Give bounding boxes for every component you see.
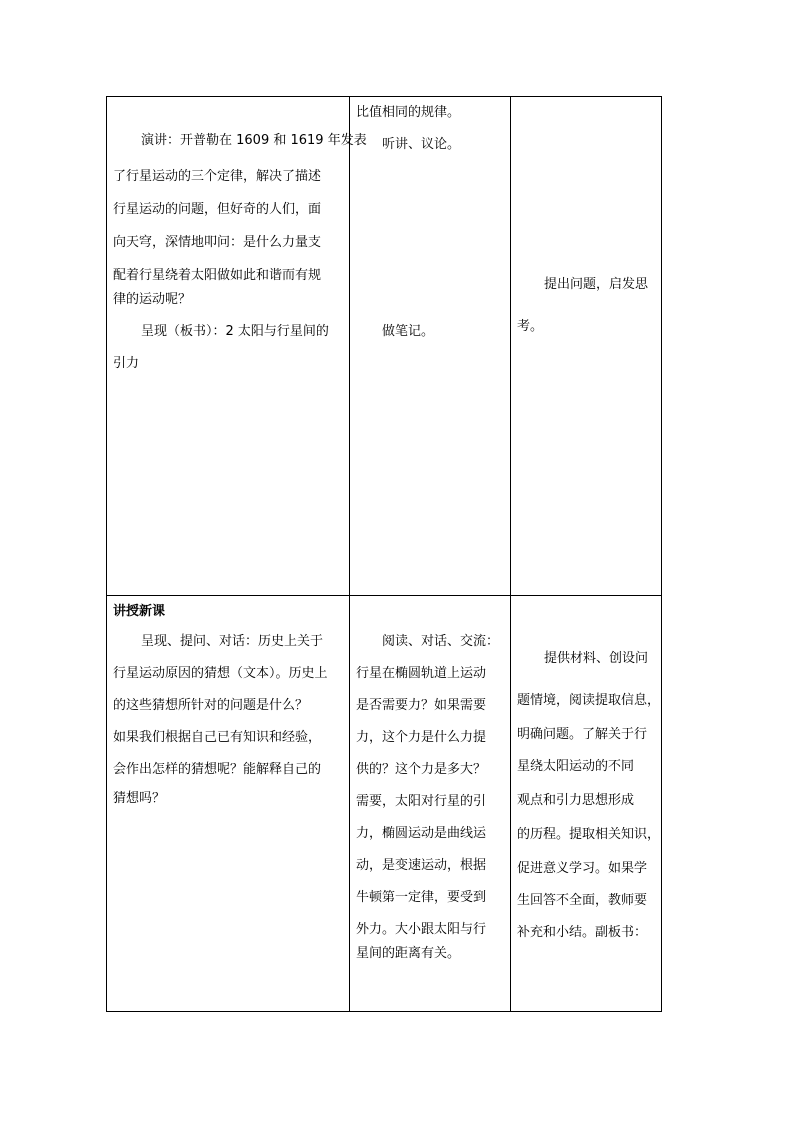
text-line: 提供材料、创设问 — [544, 651, 649, 666]
section-heading: 讲授新课 — [113, 604, 166, 619]
text-line: 比值相同的规律。 — [356, 105, 461, 120]
text-line: 听讲、议论。 — [382, 137, 461, 152]
row1-intent-cell — [511, 97, 662, 595]
row2-intent-cell — [511, 596, 662, 1011]
text-line: 行星在椭圆轨道上运动 — [356, 666, 487, 681]
text-line: 促进意义学习。如果学 — [517, 861, 648, 876]
text-line: 动，是变速运动，根据 — [356, 858, 487, 873]
text-line: 如果我们根据自己已有知识和经验， — [113, 730, 322, 745]
text-line: 行星运动原因的猜想（文本）。历史上 — [113, 666, 328, 681]
text-line: 明确问题。了解关于行 — [517, 727, 648, 742]
text-line: 会作出怎样的猜想呢？能解释自己的 — [113, 762, 322, 777]
row2-teacher-cell — [107, 596, 349, 1011]
text-line: 行星运动的问题，但好奇的人们，面 — [113, 202, 322, 217]
text-line: 呈现、提问、对话：历史上关于 — [141, 634, 324, 649]
text-line: 是否需要力？如果需要 — [356, 698, 487, 713]
text-line: 向天穹，深情地叩问：是什么力量支 — [113, 235, 322, 250]
text-line: 配着行星绕着太阳做如此和谐而有规 — [113, 268, 322, 283]
text-line: 牛顿第一定律，要受到 — [356, 890, 487, 905]
text-line: 呈现（板书）：2 太阳与行星间的 — [141, 324, 329, 339]
text-line: 需要，太阳对行星的引 — [356, 794, 487, 809]
text-line: 生回答不全面，教师要 — [517, 893, 648, 908]
text-line: 阅读、对话、交流： — [382, 634, 500, 649]
row2-student-cell — [350, 596, 510, 1011]
text-line: 力，椭圆运动是曲线运 — [356, 826, 487, 841]
text-line: 星绕太阳运动的不同 — [517, 759, 635, 774]
text-line: 提出问题，启发思 — [544, 277, 649, 292]
text-line: 星间的距离有关。 — [356, 946, 461, 961]
text-line: 做笔记。 — [382, 324, 435, 339]
text-line: 猜想吗？ — [113, 791, 166, 806]
row1-teacher-cell — [107, 97, 367, 595]
text-line: 力，这个力是什么力提 — [356, 730, 487, 745]
text-line: 补充和小结。副板书： — [517, 925, 648, 940]
text-line: 了行星运动的三个定律，解决了描述 — [113, 169, 322, 184]
text-line: 供的？这个力是多大？ — [356, 762, 487, 777]
text-line: 考。 — [517, 319, 544, 334]
text-line: 题情境，阅读提取信息， — [517, 693, 661, 708]
text-line: 引力 — [113, 356, 140, 371]
row1-student-cell — [350, 97, 510, 595]
text-line: 演讲：开普勒在 1609 和 1619 年发表 — [141, 133, 367, 148]
text-line: 观点和引力思想形成 — [517, 793, 635, 808]
text-line: 的这些猜想所针对的问题是什么？ — [113, 698, 309, 713]
text-line: 外力。大小跟太阳与行 — [356, 922, 487, 937]
lesson-table — [106, 96, 662, 1012]
text-line: 律的运动呢？ — [113, 292, 192, 307]
text-line: 的历程。提取相关知识， — [517, 827, 661, 842]
